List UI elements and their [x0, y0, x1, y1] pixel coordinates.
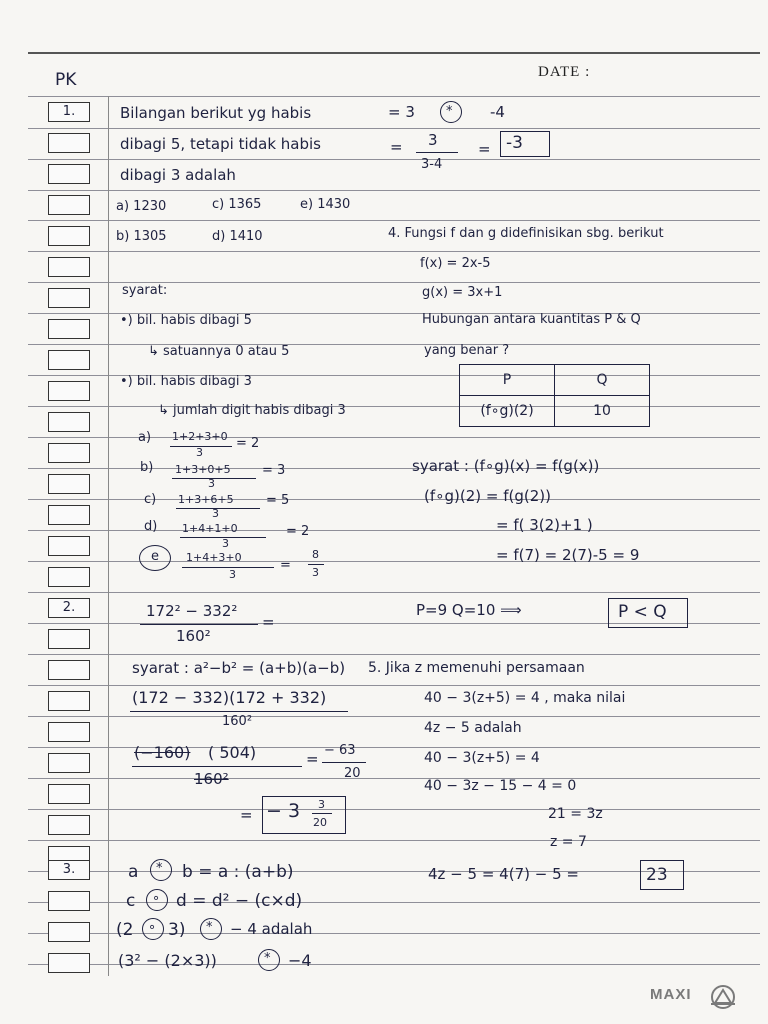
q1-option: c) 1365	[212, 197, 262, 212]
margin-box	[48, 257, 90, 277]
margin-box	[48, 102, 90, 122]
rule	[28, 159, 760, 160]
margin-box	[48, 164, 90, 184]
q1-condition-sub: ↳ jumlah digit habis dibagi 3	[158, 403, 346, 418]
pq-table	[459, 364, 650, 427]
q2-result-numerator: − 63	[324, 743, 356, 758]
q4-result: P=9 Q=10 ⟹	[416, 601, 522, 619]
circle-operator: ∘	[148, 920, 157, 935]
rule	[28, 778, 760, 779]
margin-box	[48, 660, 90, 680]
q4-step: syarat : (f∘g)(x) = f(g(x))	[412, 457, 600, 475]
q5-step: 40 − 3(z+5) = 4	[424, 750, 540, 766]
q3-text: d = d² − (c×d)	[176, 891, 303, 911]
check-denominator: 3	[229, 568, 236, 581]
q1-condition: •) bil. habis dibagi 3	[120, 374, 252, 389]
q1-line: dibagi 3 adalah	[120, 166, 236, 184]
q3-text: a	[128, 862, 139, 882]
margin-box	[48, 288, 90, 308]
answer-numerator: 3	[318, 798, 325, 811]
q1-option: b) 1305	[116, 229, 167, 244]
q1-line: dibagi 5, tetapi tidak habis	[120, 135, 321, 153]
star-operator: *	[446, 104, 453, 119]
q2-cancelled-term: (−160)	[134, 743, 191, 762]
q3-text: (2	[116, 920, 134, 940]
q4-step: = f(7) = 2(7)-5 = 9	[496, 546, 640, 564]
q1-side-eq: -4	[490, 103, 505, 121]
q4-gx: g(x) = 3x+1	[422, 285, 503, 300]
q5-step: 40 − 3z − 15 − 4 = 0	[424, 778, 577, 794]
q3-text: −4	[288, 951, 312, 970]
check-numerator: 1+4+3+0	[186, 551, 242, 564]
rule	[28, 685, 760, 686]
star-operator: *	[206, 920, 213, 935]
check-numerator: 1+3+0+5	[175, 463, 231, 476]
margin-box	[48, 350, 90, 370]
margin-box	[48, 443, 90, 463]
check-result: = 3	[262, 463, 286, 478]
q1-side-eq: =	[478, 140, 491, 158]
q3-text: c	[126, 891, 136, 911]
fraction-bar	[416, 152, 458, 153]
q2-cancelled-denominator: 160²	[194, 770, 229, 788]
question-number: 1.	[62, 104, 76, 119]
margin-box	[48, 381, 90, 401]
check-denominator: 3	[222, 537, 229, 550]
check-denominator: 3	[212, 507, 219, 520]
brand-emblem-icon	[706, 984, 740, 1010]
margin-box	[48, 922, 90, 942]
check-numerator: 1+2+3+0	[172, 430, 228, 443]
q1-side-eq: =	[390, 138, 403, 156]
rule	[28, 251, 760, 252]
margin-box	[48, 891, 90, 911]
q2-term: ( 504)	[208, 743, 257, 762]
rule	[28, 406, 760, 407]
check-denominator: 3	[208, 477, 215, 490]
q5-line: 5. Jika z memenuhi persamaan	[368, 660, 585, 676]
margin-box	[48, 319, 90, 339]
q1-option: a) 1230	[116, 199, 167, 214]
check-label: c)	[144, 492, 157, 507]
q4-line: 4. Fungsi f dan g didefinisikan sbg. berikut	[388, 226, 664, 241]
check-label: b)	[140, 460, 154, 475]
rule	[28, 902, 760, 903]
brand-name: MAXI	[650, 986, 692, 1003]
fraction-denominator: 3-4	[421, 157, 443, 172]
check-label: d)	[144, 519, 158, 534]
q2-factored-denominator: 160²	[222, 714, 253, 729]
fraction-bar	[182, 567, 274, 568]
answer-whole: − 3	[266, 800, 301, 822]
rule	[28, 809, 760, 810]
margin-box	[48, 691, 90, 711]
q1-condition-sub: ↳ satuannya 0 atau 5	[148, 344, 290, 359]
margin-box	[48, 722, 90, 742]
margin-box	[48, 412, 90, 432]
answer: P < Q	[618, 602, 667, 622]
q5-step: z = 7	[550, 834, 587, 850]
margin-box	[48, 226, 90, 246]
q3-text: b = a : (a+b)	[182, 862, 294, 882]
q4-line: yang benar ?	[424, 343, 510, 358]
fraction-bar	[130, 711, 348, 712]
margin-box	[48, 629, 90, 649]
margin-box	[48, 860, 90, 880]
fraction-bar	[322, 762, 366, 763]
margin-box	[48, 474, 90, 494]
rule	[28, 654, 760, 655]
rule	[28, 499, 760, 500]
rule	[28, 128, 760, 129]
q3-text: (3² − (2×3))	[118, 951, 217, 970]
circle-operator: ∘	[152, 891, 161, 906]
q2-factored-numerator: (172 − 332)(172 + 332)	[132, 688, 327, 707]
answer: 23	[646, 865, 668, 885]
table-header-q: Q	[555, 365, 650, 396]
q1-condition: •) bil. habis dibagi 5	[120, 313, 252, 328]
check-denominator: 3	[196, 446, 203, 459]
q4-step: = f( 3(2)+1 )	[496, 516, 593, 534]
initials: PK	[55, 70, 77, 90]
fraction-bar	[312, 813, 332, 814]
fraction-bar	[140, 624, 258, 625]
q5-final: 4z − 5 = 4(7) − 5 =	[428, 865, 579, 883]
q2-result-denominator: 20	[344, 766, 361, 781]
margin-box	[48, 953, 90, 973]
q1-option: d) 1410	[212, 229, 263, 244]
star-operator: *	[264, 951, 271, 966]
q4-line: Hubungan antara kuantitas P & Q	[422, 312, 641, 327]
check-numerator: 1+4+1+0	[182, 522, 238, 535]
q3-text: − 4 adalah	[230, 920, 313, 938]
check-result: = 2	[236, 436, 260, 451]
margin-box	[48, 133, 90, 153]
top-rule	[28, 52, 760, 54]
rule	[28, 561, 760, 562]
q2-equals: =	[240, 806, 253, 824]
q2-denominator: 160²	[176, 627, 211, 645]
q2-syarat: syarat : a²−b² = (a+b)(a−b)	[132, 659, 346, 677]
q2-equals: =	[306, 750, 319, 768]
margin-box	[48, 567, 90, 587]
rule	[28, 190, 760, 191]
q4-step: (f∘g)(2) = f(g(2))	[424, 487, 552, 505]
check-equals: =	[280, 558, 291, 573]
fraction-numerator: 3	[428, 131, 438, 149]
q2-equals: =	[262, 613, 275, 631]
question-number: 3.	[62, 862, 76, 877]
q2-numerator: 172² − 332²	[146, 602, 238, 620]
q4-fx: f(x) = 2x-5	[420, 256, 491, 271]
rule	[28, 592, 760, 593]
rule	[28, 96, 760, 97]
rule	[28, 468, 760, 469]
table-value-p: (f∘g)(2)	[460, 396, 555, 427]
question-number: 2.	[62, 600, 76, 615]
check-label: a)	[138, 430, 152, 445]
rule	[28, 933, 760, 934]
margin-line	[108, 96, 109, 976]
star-operator: *	[156, 861, 163, 876]
check-result: = 2	[286, 524, 310, 539]
check-numerator: 1+3+6+5	[178, 493, 234, 506]
margin-box	[48, 536, 90, 556]
answer: -3	[506, 133, 523, 153]
margin-box	[48, 505, 90, 525]
rule	[28, 716, 760, 717]
q5-line: 4z − 5 adalah	[424, 720, 522, 736]
q1-line: Bilangan berikut yg habis	[120, 104, 312, 122]
margin-box	[48, 815, 90, 835]
margin-box	[48, 195, 90, 215]
check-result: = 5	[266, 493, 290, 508]
fraction-bar	[308, 564, 324, 565]
rule	[28, 344, 760, 345]
q1-option: e) 1430	[300, 197, 351, 212]
check-result-numerator: 8	[312, 548, 319, 561]
answer-denominator: 20	[313, 816, 327, 829]
fraction-bar	[132, 766, 302, 767]
rule	[28, 840, 760, 841]
q3-text: 3)	[168, 920, 186, 940]
table-value-q: 10	[555, 396, 650, 427]
margin-box	[48, 753, 90, 773]
table-header-p: P	[460, 365, 555, 396]
q5-step: 21 = 3z	[548, 806, 603, 822]
margin-box	[48, 784, 90, 804]
check-result-denominator: 3	[312, 566, 319, 579]
brand-logo	[650, 984, 745, 1010]
q5-line: 40 − 3(z+5) = 4 , maka nilai	[424, 690, 626, 706]
date-label: DATE :	[538, 64, 591, 80]
q1-syarat: syarat:	[122, 283, 168, 298]
margin-box	[48, 598, 90, 618]
rule	[28, 220, 760, 221]
check-label: e	[151, 549, 159, 564]
q1-side-eq: = 3	[388, 103, 415, 121]
rule	[28, 530, 760, 531]
